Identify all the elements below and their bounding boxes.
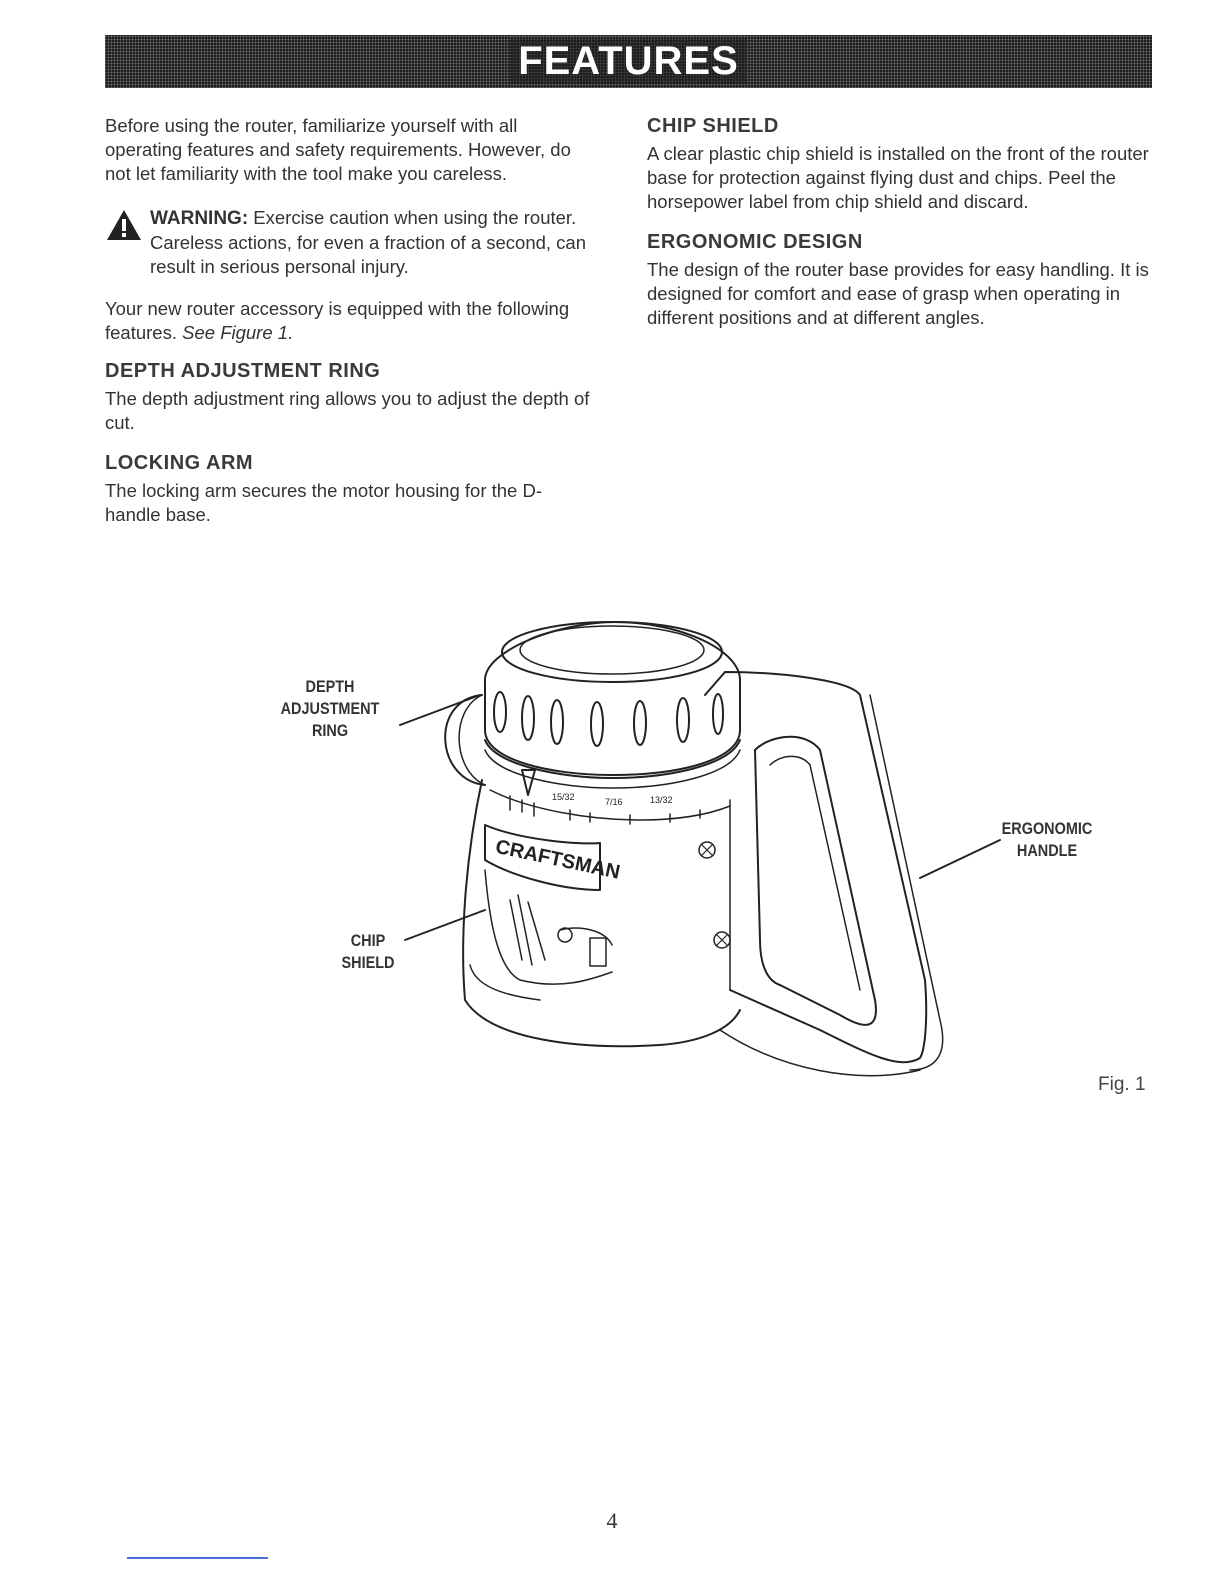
section-heading-depth-ring: DEPTH ADJUSTMENT RING: [105, 360, 381, 382]
callout-line: CHIP: [350, 931, 386, 950]
scale-label: 15/32: [552, 792, 575, 802]
footer-link-line: [127, 1557, 268, 1559]
callout-line: DEPTH: [305, 677, 355, 696]
callout-depth-adjustment-ring: [271, 676, 390, 742]
section-heading-chip-shield: CHIP SHIELD: [647, 115, 779, 137]
section-heading-ergonomic-design: ERGONOMIC DESIGN: [647, 231, 863, 253]
section-body-depth-ring: The depth adjustment ring allows you to adjust the depth of cut.: [105, 388, 590, 433]
intro-paragraph: Before using the router, familiarize yourself with all operating features and safety requirements. However, do not let familiarity with the tool make you careless.: [105, 115, 571, 184]
scale-label: 13/32: [650, 795, 673, 805]
right-column: [647, 114, 1152, 346]
features-intro-text: Your new router accessory is equipped with the following features.: [105, 298, 570, 343]
section-body-ergonomic-design: The design of the router base provides for easy handling. It is designed for comfort and ease of grasp when operating in different positions and at different angles.: [647, 259, 1149, 328]
warning-triangle-icon: [105, 208, 143, 242]
figure-reference: See Figure 1.: [182, 322, 294, 343]
warning-block: [105, 206, 590, 279]
scale-label: 7/16: [605, 797, 623, 807]
router-base-figure: [260, 600, 1120, 1090]
page-title: FEATURES: [510, 39, 747, 84]
callout-line: ADJUSTMENT: [280, 699, 380, 718]
callout-ergonomic-handle: [992, 818, 1103, 862]
figure-caption: Fig. 1: [1098, 1074, 1146, 1095]
brand-label: CRAFTSMAN: [493, 835, 622, 884]
features-intro: [105, 297, 590, 345]
section-heading-locking-arm: LOCKING ARM: [105, 452, 254, 474]
section-banner: [105, 35, 1152, 88]
section-body-locking-arm: The locking arm secures the motor housing for the D-handle base.: [105, 480, 542, 525]
callout-line: RING: [311, 721, 349, 740]
section-body-chip-shield: A clear plastic chip shield is installed on the front of the router base for protection against flying dust and chips. Peel the horsepower label from chip shield and discard.: [647, 143, 1149, 212]
warning-text: Exercise caution when using the router. Careless actions, for even a fraction of a second, can result in serious personal injury.: [150, 207, 587, 277]
callout-chip-shield: [334, 930, 402, 974]
warning-label: WARNING:: [150, 208, 249, 229]
callout-line: HANDLE: [1016, 841, 1078, 860]
left-column: [105, 114, 590, 543]
page-number: 4: [606, 1508, 618, 1533]
callout-line: ERGONOMIC: [1001, 819, 1093, 838]
callout-line: SHIELD: [341, 953, 395, 972]
